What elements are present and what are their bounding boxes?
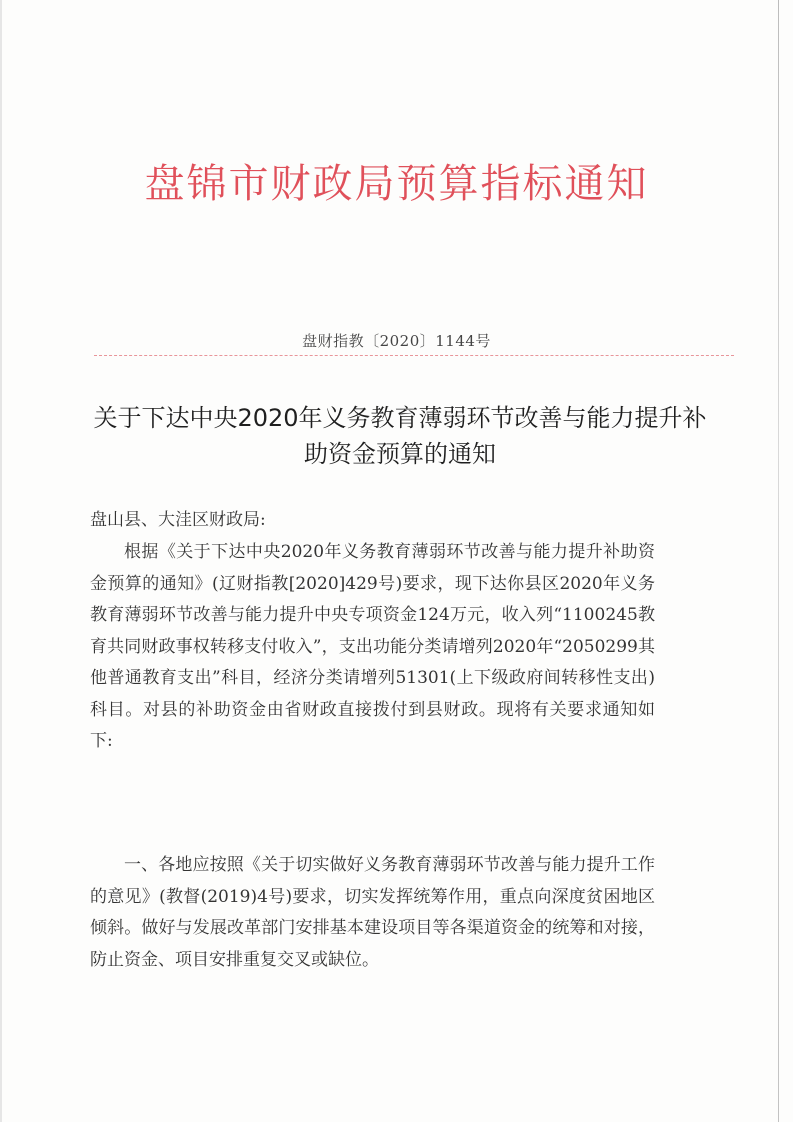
letterhead-divider [94, 355, 734, 356]
body-paragraph: 一、各地应按照《关于切实做好义务教育薄弱环节改善与能力提升工作的意见》(教督(2019)4号)要求，切实发挥统筹作用，重点向深度贫困地区倾斜。做好与发展改革部门安排基本建设项目等各渠道资金的统筹和对接，防止资金、项目安排重复交叉或缺位。 [90, 855, 655, 970]
addressee: 盘山县、大洼区财政局: [90, 510, 266, 530]
document-title: 关于下达中央2020年义务教育薄弱环节改善与能力提升补助资金预算的通知 [93, 404, 707, 468]
body-paragraph: 根据《关于下达中央2020年义务教育薄弱环节改善与能力提升补助资金预算的通知》(辽财指教[2020]429号)要求，现下达你县区2020年义务教育薄弱环节改善与能力提升中央专项资金124万元，收入列“1100245教育共同财政事权转移支付收入”，支出功能分类请增列2020年“2050299其他普通教育支出”科目，经济分类请增列51301(上下级政府间转移性支出)科目。对县的补助资金由省财政直接拨付到县财政。现将有关要求通知如下: [90, 542, 655, 751]
letterhead-title: 盘锦市财政局预算指标通知 [144, 161, 649, 207]
document-number: 盘财指教〔2020〕1144号 [302, 332, 491, 350]
